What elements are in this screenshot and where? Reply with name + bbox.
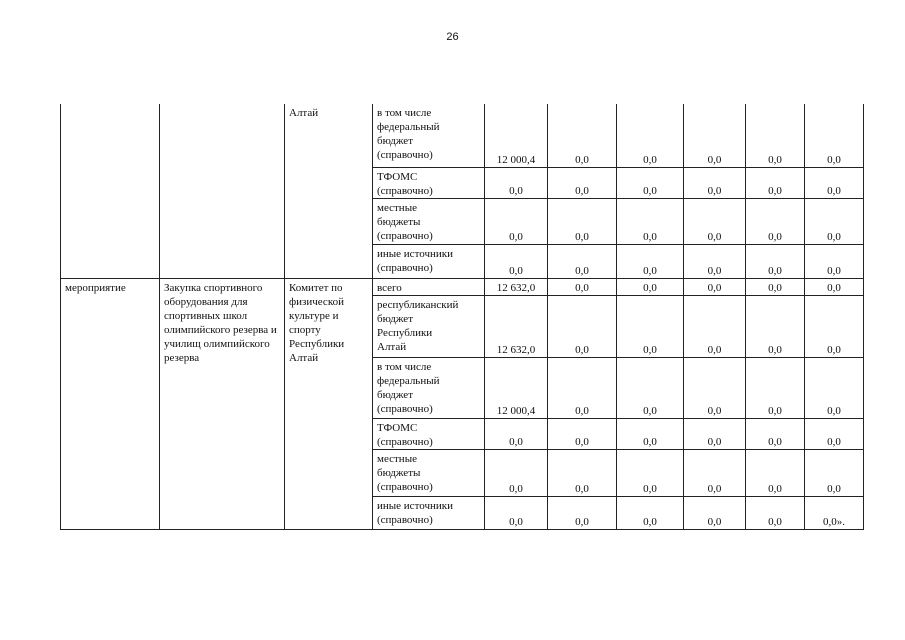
value-cell: 0,0: [617, 357, 684, 418]
source-cell: в том числе федеральный бюджет (справочно): [373, 104, 485, 167]
budget-table: [60, 104, 864, 530]
value-cell: 0,0: [485, 198, 548, 244]
value-cell: 0,0: [617, 418, 684, 449]
value-cell: 0,0: [485, 167, 548, 198]
source-cell: всего: [373, 278, 485, 295]
value-cell: 0,0: [617, 198, 684, 244]
value-cell: 0,0: [485, 449, 548, 496]
value-cell: 0,0: [746, 357, 805, 418]
value-cell: 0,0: [617, 104, 684, 167]
source-cell: иные источники (справочно): [373, 496, 485, 529]
value-cell: 0,0: [746, 198, 805, 244]
value-cell: 0,0: [548, 418, 617, 449]
value-cell: 0,0: [684, 449, 746, 496]
value-cell: 0,0: [805, 449, 864, 496]
value-cell: 0,0: [805, 357, 864, 418]
status-cell: мероприятие: [61, 278, 160, 529]
source-cell: республиканский бюджет Республики Алтай: [373, 295, 485, 357]
value-cell: 0,0: [617, 244, 684, 278]
status-cell: [61, 104, 160, 278]
source-cell: местные бюджеты (справочно): [373, 449, 485, 496]
name-cell: Закупка спортивного оборудования для спортивных школ олимпийского резерва и училищ олимпийского резерва: [160, 278, 285, 529]
value-cell: 0,0: [485, 418, 548, 449]
executor-cell: Комитет по физической культуре и спорту Республики Алтай: [285, 278, 373, 529]
value-cell: 0,0: [485, 244, 548, 278]
value-cell: 0,0: [485, 496, 548, 529]
value-cell: 0,0: [746, 278, 805, 295]
value-cell: 0,0: [617, 295, 684, 357]
value-cell: 0,0: [548, 198, 617, 244]
value-cell: 0,0: [746, 244, 805, 278]
name-cell: [160, 104, 285, 278]
value-cell: 0,0: [684, 244, 746, 278]
value-cell: 0,0: [684, 198, 746, 244]
value-cell: 0,0: [548, 278, 617, 295]
value-cell: 0,0: [746, 496, 805, 529]
value-cell: 0,0: [805, 295, 864, 357]
value-cell: 0,0: [746, 167, 805, 198]
page-number: 26: [446, 31, 459, 43]
source-cell: местные бюджеты (справочно): [373, 198, 485, 244]
value-cell: 0,0: [684, 104, 746, 167]
source-cell: иные источники (справочно): [373, 244, 485, 278]
source-cell: ТФОМС (справочно): [373, 167, 485, 198]
value-cell: 0,0: [548, 449, 617, 496]
value-cell: 0,0: [684, 496, 746, 529]
value-cell: 0,0: [617, 496, 684, 529]
value-cell: 0,0: [805, 167, 864, 198]
value-cell: 12 000,4: [485, 357, 548, 418]
value-cell: 0,0: [548, 496, 617, 529]
value-cell: 12 632,0: [485, 278, 548, 295]
value-cell: 0,0: [746, 104, 805, 167]
value-cell: 0,0: [746, 295, 805, 357]
value-cell: 0,0: [805, 198, 864, 244]
value-cell: 0,0: [805, 244, 864, 278]
source-cell: в том числе федеральный бюджет (справочно): [373, 357, 485, 418]
table-row: [61, 278, 864, 295]
value-cell: 0,0: [746, 418, 805, 449]
table-row: [61, 104, 864, 167]
value-cell: 0,0: [548, 295, 617, 357]
value-cell: 0,0: [617, 278, 684, 295]
value-cell: 0,0: [617, 449, 684, 496]
value-cell: 0,0: [548, 244, 617, 278]
value-cell: 0,0: [684, 167, 746, 198]
value-cell: 0,0: [548, 167, 617, 198]
value-cell: 0,0».: [805, 496, 864, 529]
executor-cell: Алтай: [285, 104, 373, 278]
value-cell: 0,0: [805, 104, 864, 167]
value-cell: 0,0: [548, 104, 617, 167]
value-cell: 0,0: [684, 295, 746, 357]
value-cell: 0,0: [684, 357, 746, 418]
source-cell: ТФОМС (справочно): [373, 418, 485, 449]
value-cell: 0,0: [746, 449, 805, 496]
value-cell: 0,0: [805, 278, 864, 295]
value-cell: 12 632,0: [485, 295, 548, 357]
value-cell: 0,0: [684, 278, 746, 295]
value-cell: 0,0: [805, 418, 864, 449]
value-cell: 0,0: [548, 357, 617, 418]
value-cell: 0,0: [617, 167, 684, 198]
value-cell: 12 000,4: [485, 104, 548, 167]
value-cell: 0,0: [684, 418, 746, 449]
